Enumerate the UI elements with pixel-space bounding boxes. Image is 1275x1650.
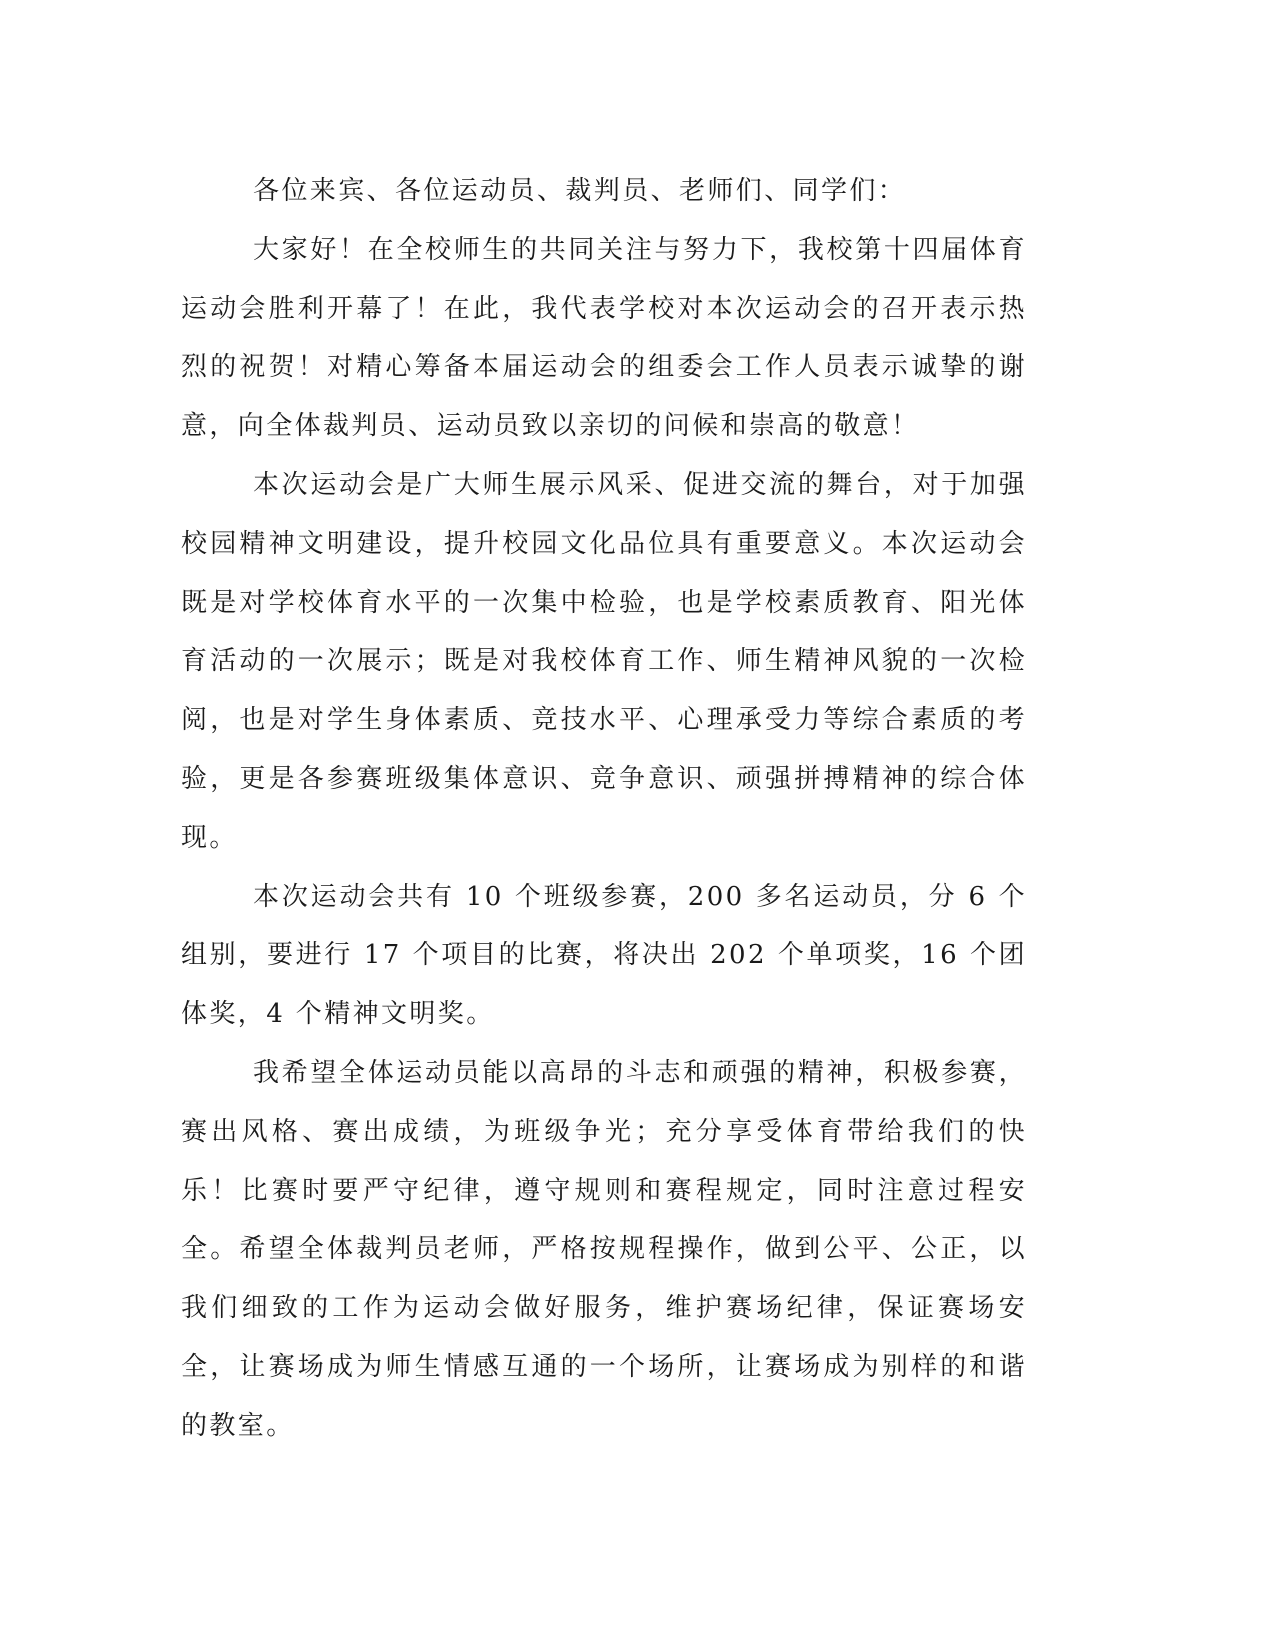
paragraph-opening: 大家好！在全校师生的共同关注与努力下，我校第十四届体育运动会胜利开幕了！在此，我代表学校对本次运动会的召开表示热烈的祝贺！对精心筹备本届运动会的组委会工作人员表示诚挚的谢意，向全体裁判员、运动员致以亲切的问候和崇高的敬意！: [181, 234, 1027, 442]
paragraph-expectations: 我希望全体运动员能以高昂的斗志和顽强的精神，积极参赛，赛出风格、赛出成绩，为班级争光；充分享受体育带给我们的快乐！比赛时要严守纪律，遵守规则和赛程规定，同时注意过程安全。希望全体裁判员老师，严格按规程操作，做到公平、公正，以我们细致的工作为运动会做好服务，维护赛场纪律，保证赛场安全，让赛场成为师生情感互通的一个场所，让赛场成为别样的和谐的教室。: [181, 1057, 1027, 1441]
paragraph-significance: 本次运动会是广大师生展示风采、促进交流的舞台，对于加强校园精神文明建设，提升校园文化品位具有重要意义。本次运动会既是对学校体育水平的一次集中检验，也是学校素质教育、阳光体育活动的一次展示；既是对我校体育工作、师生精神风貌的一次检阅，也是对学生身体素质、竞技水平、心理承受力等综合素质的考验，更是各参赛班级集体意识、竞争意识、顽强拼搏精神的综合体现。: [181, 469, 1027, 853]
greeting-line: 各位来宾、各位运动员、裁判员、老师们、同学们：: [253, 176, 907, 206]
speech-body: [181, 162, 1027, 1456]
paragraph-statistics: 本次运动会共有 10 个班级参赛，200 多名运动员，分 6 个组别，要进行 17 个项目的比赛，将决出 202 个单项奖，16 个团体奖，4 个精神文明奖。: [181, 881, 1027, 1030]
